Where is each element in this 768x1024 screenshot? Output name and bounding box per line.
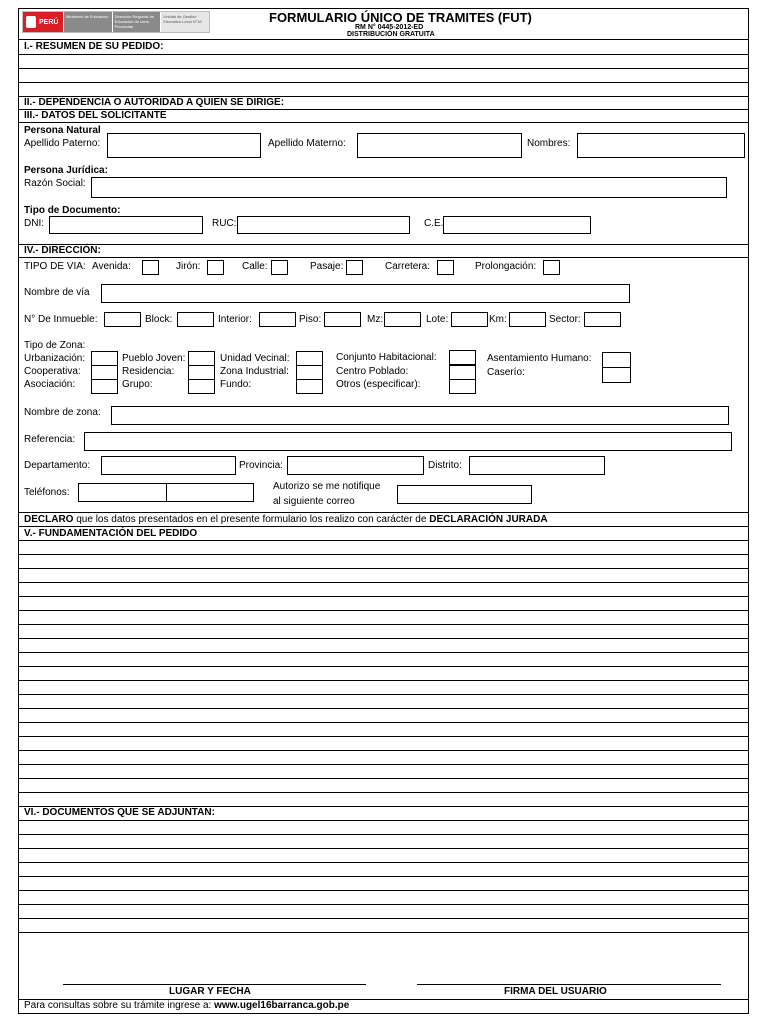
- cooperativa-label: Cooperativa:: [24, 366, 81, 377]
- writing-line: [19, 666, 748, 667]
- nombre-via-label: Nombre de vía: [24, 287, 90, 298]
- prolongacion-checkbox[interactable]: [543, 260, 560, 275]
- calle-label: Calle:: [242, 261, 268, 272]
- razon-social-label: Razón Social:: [24, 178, 86, 189]
- writing-line: [19, 540, 748, 541]
- apellido-materno-label: Apellido Materno:: [268, 138, 346, 149]
- section-6-title: VI.- DOCUMENTOS QUE SE ADJUNTAN:: [24, 807, 215, 818]
- fundo-checkbox[interactable]: [296, 379, 323, 394]
- declaracion-text: que los datos presentados en el presente formulario los realizo con carácter de: [73, 514, 430, 525]
- interior-label: Interior:: [218, 314, 252, 325]
- inmueble-label: N° De Inmueble:: [24, 314, 98, 325]
- lote-input[interactable]: [451, 312, 488, 327]
- prolongacion-label: Prolongación:: [475, 261, 537, 272]
- resolution-number: RM N° 0445-2012-ED: [355, 24, 424, 31]
- ruc-label: RUC:: [212, 218, 237, 229]
- zona-industrial-label: Zona Industrial:: [220, 366, 289, 377]
- writing-line: [19, 722, 748, 723]
- writing-line: [19, 736, 748, 737]
- shield-icon: [26, 16, 36, 28]
- correo-input[interactable]: [397, 485, 532, 504]
- writing-line: [19, 694, 748, 695]
- otros-label: Otros (especificar):: [336, 379, 421, 390]
- cooperativa-checkbox[interactable]: [91, 365, 118, 380]
- departamento-label: Departamento:: [24, 460, 91, 471]
- unidad-vecinal-checkbox[interactable]: [296, 351, 323, 366]
- urbanizacion-label: Urbanización:: [24, 353, 86, 364]
- fut-form: [18, 8, 749, 1014]
- centro-poblado-checkbox[interactable]: [449, 365, 476, 380]
- consultas-text: Para consultas sobre su trámite ingrese a:: [24, 1000, 215, 1011]
- km-input[interactable]: [509, 312, 546, 327]
- apellido-paterno-input[interactable]: [107, 133, 261, 158]
- section-4-title: IV.- DIRECCIÓN:: [24, 245, 101, 256]
- section-2-title: II.- DEPENDENCIA O AUTORIDAD A QUIEN SE DIRIGE:: [24, 97, 285, 108]
- apellido-paterno-label: Apellido Paterno:: [24, 138, 101, 149]
- lugar-fecha-label: LUGAR Y FECHA: [169, 986, 251, 997]
- writing-line: [19, 918, 748, 919]
- asociacion-checkbox[interactable]: [91, 379, 118, 394]
- residencia-checkbox[interactable]: [188, 365, 215, 380]
- persona-natural-label: Persona Natural: [24, 125, 101, 136]
- pasaje-label: Pasaje:: [310, 261, 344, 272]
- writing-line: [19, 806, 748, 807]
- mz-input[interactable]: [384, 312, 421, 327]
- writing-line: [19, 904, 748, 905]
- grupo-checkbox[interactable]: [188, 379, 215, 394]
- avenida-checkbox[interactable]: [142, 260, 159, 275]
- section-1-title: I.- RESUMEN DE SU PEDIDO:: [24, 41, 164, 52]
- calle-checkbox[interactable]: [271, 260, 288, 275]
- zona-industrial-checkbox[interactable]: [296, 365, 323, 380]
- referencia-label: Referencia:: [24, 434, 76, 445]
- carretera-label: Carretera:: [385, 261, 431, 272]
- writing-line: [19, 708, 748, 709]
- lote-label: Lote:: [426, 314, 449, 325]
- writing-line: [19, 876, 748, 877]
- dni-input[interactable]: [49, 216, 203, 234]
- unidad-vecinal-label: Unidad Vecinal:: [220, 353, 290, 364]
- telefono-1-input[interactable]: [78, 483, 167, 502]
- jiron-label: Jirón:: [176, 261, 201, 272]
- distrito-label: Distrito:: [428, 460, 462, 471]
- referencia-input[interactable]: [84, 432, 732, 451]
- writing-line: [19, 652, 748, 653]
- website-link[interactable]: www.ugel16barranca.gob.pe: [214, 1000, 350, 1011]
- form-title: FORMULARIO ÚNICO DE TRAMITES (FUT): [269, 10, 532, 25]
- lugar-fecha-line: [63, 984, 366, 985]
- nombre-via-input[interactable]: [101, 284, 630, 303]
- ce-input[interactable]: [443, 216, 591, 234]
- asentamiento-humano-checkbox[interactable]: [602, 352, 631, 368]
- institution-logo: [22, 11, 210, 33]
- writing-line: [19, 582, 748, 583]
- centro-poblado-label: Centro Poblado:: [336, 366, 409, 377]
- tipo-documento-label: Tipo de Documento:: [24, 205, 121, 216]
- caserio-label: Caserío:: [487, 367, 525, 378]
- razon-social-input[interactable]: [91, 177, 727, 198]
- tipo-via-label: TIPO DE VIA:: [24, 261, 86, 272]
- otros-checkbox[interactable]: [449, 379, 476, 394]
- logo-directorate: Dirección Regional de Educación de Lima Provincias: [112, 12, 161, 32]
- declaro-text: DECLARO: [24, 514, 74, 525]
- asentamiento-humano-label: Asentamiento Humano:: [487, 353, 592, 364]
- nombres-input[interactable]: [577, 133, 745, 158]
- persona-juridica-label: Persona Jurídica:: [24, 165, 108, 176]
- declaracion-jurada-text: DECLARACIÓN JURADA: [429, 514, 548, 525]
- distrito-input[interactable]: [469, 456, 605, 475]
- dni-label: DNI:: [24, 218, 44, 229]
- pueblo-joven-checkbox[interactable]: [188, 351, 215, 366]
- interior-input[interactable]: [259, 312, 296, 327]
- writing-line: [19, 554, 748, 555]
- firma-line: [417, 984, 721, 985]
- urbanizacion-checkbox[interactable]: [91, 351, 118, 366]
- nombre-zona-label: Nombre de zona:: [24, 407, 101, 418]
- writing-line: [19, 624, 748, 625]
- writing-line: [19, 932, 748, 933]
- conjunto-habitacional-checkbox[interactable]: [449, 350, 476, 365]
- writing-line: [19, 568, 748, 569]
- grupo-label: Grupo:: [122, 379, 153, 390]
- logo-ugel: Unidad de Gestión Educativa Local N°16: [160, 12, 209, 32]
- pueblo-joven-label: Pueblo Joven:: [122, 353, 186, 364]
- writing-line: [19, 778, 748, 779]
- nombre-zona-input[interactable]: [111, 406, 729, 425]
- conjunto-habitacional-label: Conjunto Habitacional:: [336, 352, 437, 363]
- telefono-2-input[interactable]: [166, 483, 254, 502]
- tipo-zona-label: Tipo de Zona:: [24, 340, 86, 351]
- autorizo-label-line1: Autorizo se me notifique: [273, 481, 381, 492]
- writing-line: [19, 750, 748, 751]
- provincia-input[interactable]: [287, 456, 424, 475]
- carretera-checkbox[interactable]: [437, 260, 454, 275]
- jiron-checkbox[interactable]: [207, 260, 224, 275]
- departamento-input[interactable]: [101, 456, 236, 475]
- mz-label: Mz:: [367, 314, 384, 325]
- writing-line: [19, 680, 748, 681]
- writing-line: [19, 820, 748, 821]
- telefonos-label: Teléfonos:: [24, 487, 70, 498]
- caserio-checkbox[interactable]: [602, 367, 631, 383]
- autorizo-label-line2: al siguiente correo: [273, 496, 355, 507]
- km-label: Km:: [489, 314, 507, 325]
- provincia-label: Provincia:: [239, 460, 283, 471]
- firma-label: FIRMA DEL USUARIO: [504, 986, 607, 997]
- writing-line: [19, 890, 748, 891]
- distribution-note: DISTRIBUCIÓN GRATUITA: [347, 31, 435, 38]
- logo-ministry: Ministerio de Educación: [63, 12, 112, 32]
- piso-label: Piso:: [299, 314, 322, 325]
- block-label: Block:: [145, 314, 173, 325]
- nombres-label: Nombres:: [527, 138, 571, 149]
- ruc-input[interactable]: [237, 216, 410, 234]
- writing-line: [19, 596, 748, 597]
- sector-input[interactable]: [584, 312, 621, 327]
- writing-line: [19, 610, 748, 611]
- writing-line: [19, 862, 748, 863]
- ce-label: C.E.: [424, 218, 444, 229]
- avenida-label: Avenida:: [92, 261, 131, 272]
- writing-line: [19, 834, 748, 835]
- apellido-materno-input[interactable]: [357, 133, 522, 158]
- residencia-label: Residencia:: [122, 366, 175, 377]
- peru-flag-icon: PERÚ: [23, 12, 63, 32]
- writing-line: [19, 792, 748, 793]
- fundo-label: Fundo:: [220, 379, 252, 390]
- section-3-title: III.- DATOS DEL SOLICITANTE: [24, 110, 167, 121]
- consultas-note: [24, 1000, 349, 1012]
- declaracion-jurada: [24, 514, 548, 526]
- sector-label: Sector:: [549, 314, 581, 325]
- asociacion-label: Asociación:: [24, 379, 76, 390]
- inmueble-input[interactable]: [104, 312, 141, 327]
- block-input[interactable]: [177, 312, 214, 327]
- piso-input[interactable]: [324, 312, 361, 327]
- writing-line: [19, 848, 748, 849]
- section-5-title: V.- FUNDAMENTACIÓN DEL PEDIDO: [24, 528, 198, 539]
- writing-line: [19, 764, 748, 765]
- pasaje-checkbox[interactable]: [346, 260, 363, 275]
- writing-line: [19, 638, 748, 639]
